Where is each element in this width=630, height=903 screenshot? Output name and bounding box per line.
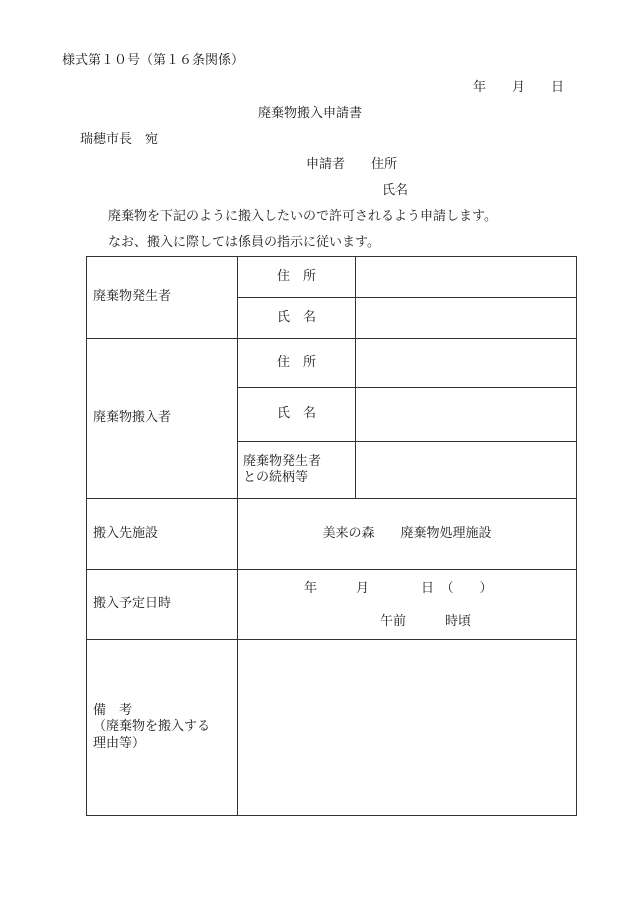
remarks-label (87, 640, 238, 816)
schedule-date: 年 月 日 （ ） (304, 581, 493, 596)
statement-line-2: なお、搬入に際しては係員の指示に従います。 (108, 235, 380, 250)
schedule-field[interactable] (238, 570, 577, 640)
schedule-time: 午前 時頃 (380, 614, 472, 629)
carrier-address-field[interactable] (356, 339, 577, 388)
generator-label: 廃棄物発生者 (87, 257, 238, 339)
addressee: 瑞穂市長 宛 (80, 132, 159, 147)
remarks-label-line-2: （廃棄物を搬入する (93, 719, 211, 735)
applicant-name-label: 氏名 (382, 183, 409, 198)
generator-address-field[interactable] (356, 257, 577, 298)
remarks-field[interactable] (238, 640, 577, 816)
carrier-name-field[interactable] (356, 388, 577, 442)
relation-field[interactable] (356, 442, 577, 499)
facility-label: 搬入先施設 (87, 499, 238, 570)
remarks-label-line-3: 理由等） (93, 735, 146, 751)
remarks-label-line-1: 備 考 (93, 703, 133, 719)
facility-value: 美来の森 廃棄物処理施設 (238, 499, 577, 570)
schedule-label: 搬入予定日時 (87, 570, 238, 640)
relation-label-line-2: との続柄等 (243, 470, 309, 485)
carrier-label: 廃棄物搬入者 (87, 339, 238, 499)
generator-name-field[interactable] (356, 298, 577, 339)
form-number: 様式第１０号（第１６条関係） (62, 53, 245, 68)
generator-name-label: 氏 名 (238, 298, 356, 339)
carrier-name-label: 氏 名 (238, 388, 356, 442)
application-table (86, 256, 577, 816)
applicant-address-label: 申請者 住所 (306, 157, 398, 172)
document-title: 廃棄物搬入申請書 (258, 106, 363, 121)
carrier-address-label: 住 所 (238, 339, 356, 388)
date-line: 年 月 日 (473, 80, 565, 95)
relation-label-line-1: 廃棄物発生者 (243, 453, 322, 469)
relation-label (238, 442, 356, 499)
generator-address-label: 住 所 (238, 257, 356, 298)
statement-line-1: 廃棄物を下記のように搬入したいので許可されるよう申請します。 (108, 209, 497, 224)
